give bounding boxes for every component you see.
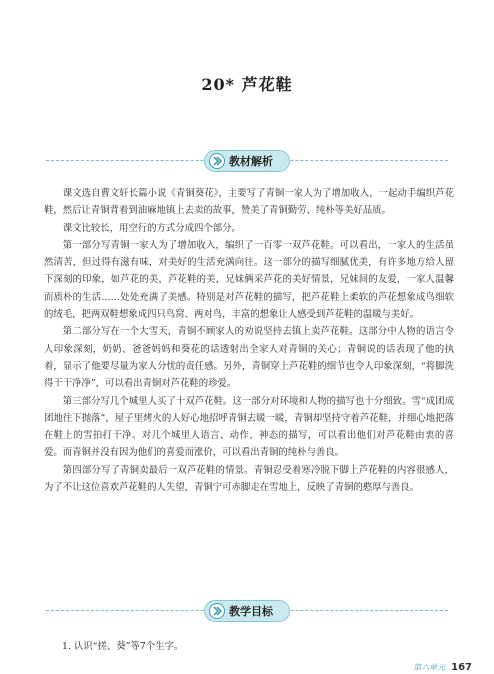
- analysis-body: [44, 185, 454, 496]
- unit-label: 第六单元: [413, 663, 446, 672]
- paragraph: 第三部分写几个城里人买了十双芦花鞋。这一部分对环境和人物的描写也十分细致。雪“成团成团地往下抛落”，屋子里烤火的人好心地招呼青铜去暖一暖，青铜却坚持守着芦花鞋，并细心地把落在鞋上的雪拍打干净。对几个城里人语言、动作、神态的描写，可以看出他们对芦花鞋由衷的喜爱。而青铜并没有因为他们的喜爱而涨价，可以看出青铜的纯朴与善良。: [44, 395, 454, 459]
- paragraph: 第四部分写了青铜卖最后一双芦花鞋的情景。青铜忍受着寒冷脱下脚上芦花鞋的内容很感人，为了不让这位喜欢芦花鞋的人失望，青铜宁可赤脚走在雪地上，反映了青铜的憨厚与善良。: [44, 464, 454, 494]
- section-label: 教学目标: [229, 605, 273, 618]
- chevron-right-icon: [209, 153, 225, 169]
- chevron-right-icon: [209, 603, 225, 619]
- section-badge: [204, 150, 290, 172]
- paragraph: 第二部分写在一个大雪天，青铜不顾家人的劝说坚持去镇上卖芦花鞋。这部分中人物的语言令人印象深刻，奶奶、爸爸妈妈和葵花的话透射出全家人对青铜的关心；青铜说的话表现了他的执着，显示了他要尽量为家人分忧的责任感。另外，青铜穿上芦花鞋的细节也令人印象深刻，“将脚洗得干干净净”，可以看出青铜对芦花鞋的珍爱。: [44, 326, 454, 390]
- title-area: [0, 72, 494, 95]
- section-badge: [204, 600, 290, 622]
- section-header-analysis: [46, 150, 448, 172]
- goal-item: 1. 认识“搓、葵”等7个生字。: [62, 641, 184, 652]
- paragraph: 课文比较长，用空行的方式分成四个部分。: [62, 222, 241, 234]
- section-label: 教材解析: [229, 155, 273, 168]
- section-header-goals: [46, 600, 448, 622]
- page-number: 167: [451, 662, 472, 673]
- paragraph: 第一部分写青铜一家人为了增加收入，编织了一百零一双芦花鞋。可以看出，一家人的生活虽然清苦，但过得有滋有味，对美好的生活充满向往。这一部分的描写细腻优美，有许多地方给人留下深刻的印象，如芦花的美，芦花鞋的美，兄妹俩采芦花的美好情景，兄妹间的友爱，一家人温馨而质朴的生活……处处充满了美感。特别是对芦花鞋的描写，把芦花鞋上柔软的芦花想象成鸟细软的绒毛，把两双鞋想象成四只鸟窝、两对鸟，丰富的想象让人感受到芦花鞋的温暖与美好。: [44, 239, 454, 321]
- page-footer: [413, 662, 472, 673]
- page-title: 20* 芦花鞋: [201, 75, 293, 94]
- paragraph: 课文选自曹文轩长篇小说《青铜葵花》，主要写了青铜一家人为了增加收入，一起动手编织芦花鞋，然后让青铜背着到油麻地镇上去卖的故事，赞美了青铜勤劳、纯朴等美好品质。: [44, 188, 454, 217]
